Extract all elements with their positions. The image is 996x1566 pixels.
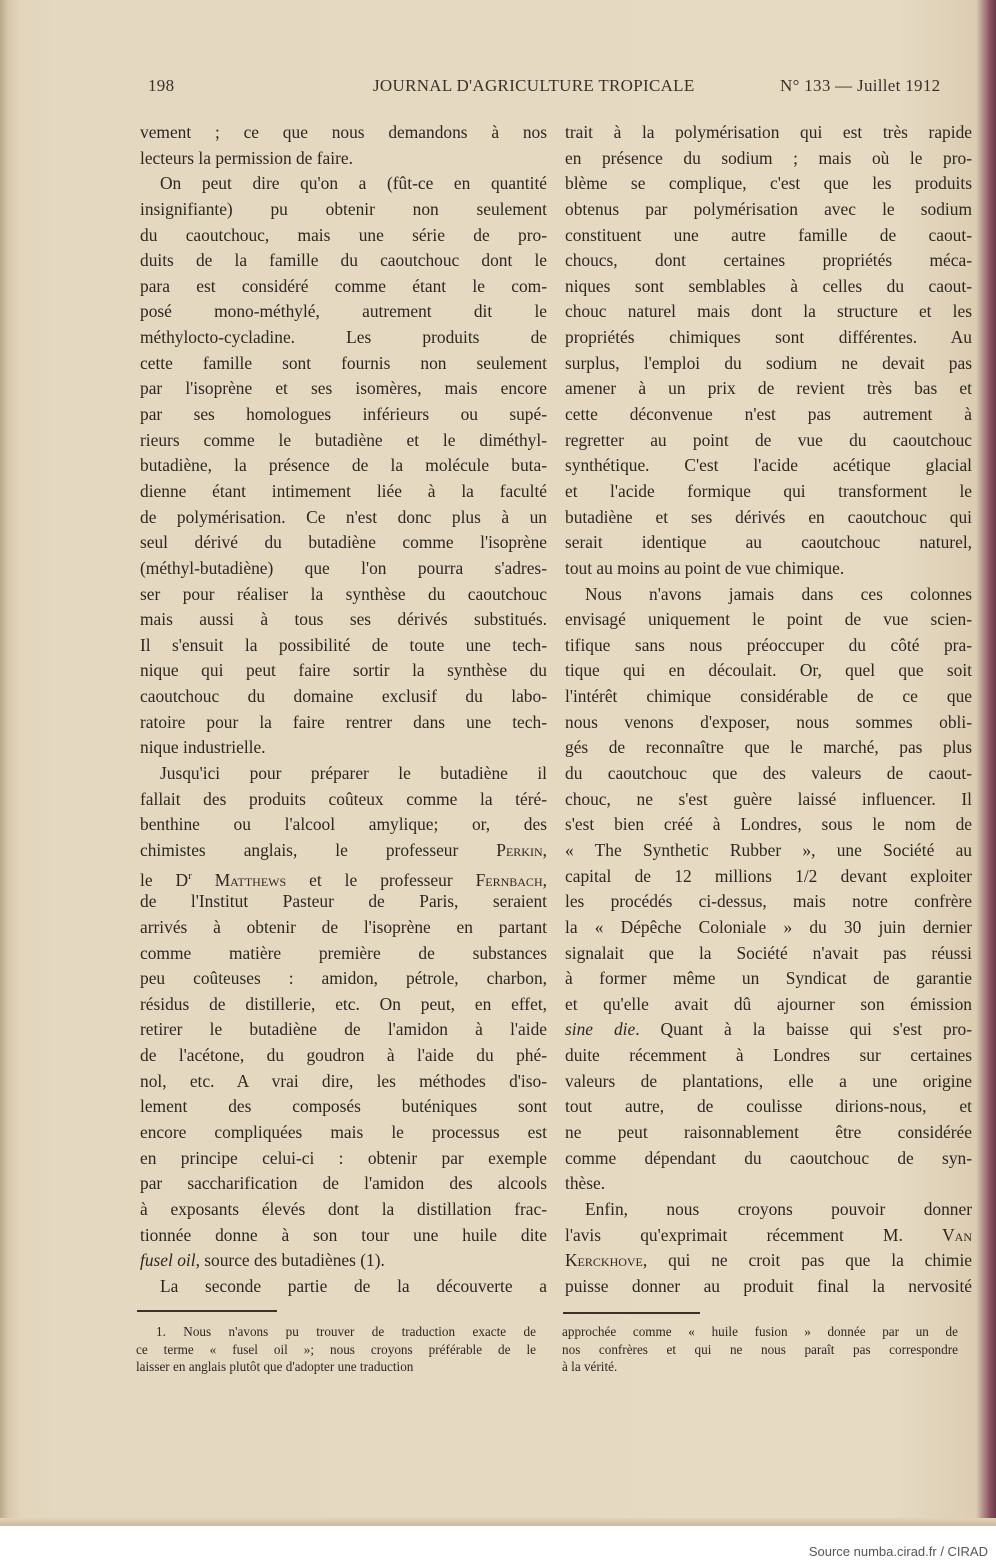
text-line: nique industrielle. (140, 737, 266, 758)
text-line (565, 1248, 972, 1274)
text-line: valeurs de plantations, elle a une origine (565, 1070, 972, 1091)
text-line: chouc, ne s'est guère laissé influencer. Il (565, 788, 972, 809)
paragraph (140, 120, 547, 171)
source-credit: Source numba.cirad.fr / CIRAD (808, 1544, 988, 1559)
text-line (140, 838, 547, 864)
footnote-right (562, 1323, 958, 1376)
text-line: « The Synthetic Rubber », une Société au (565, 839, 972, 860)
footnote-line: ce terme « fusel oil »; nous croyons préférable de le (136, 1341, 536, 1357)
text-line: lement des composés buténiques sont (140, 1096, 547, 1117)
text-run (192, 869, 215, 889)
page-edge (0, 1518, 996, 1526)
paragraph (140, 761, 547, 1274)
paragraph (565, 120, 972, 582)
text-line: du caoutchouc que des valeurs de caout- (565, 763, 972, 784)
text-line: trait à la polymérisation qui est très rapide (565, 122, 972, 142)
text-line: les procédés ci-dessus, mais notre confrère (565, 891, 972, 912)
text-line: para est considéré comme étant le com- (140, 275, 547, 296)
text-line: méthylocto-cycladine. Les produits de (140, 327, 547, 348)
text-line: blème se complique, c'est que les produits (565, 173, 972, 194)
text-run: , (542, 869, 547, 890)
text-line: envisagé uniquement le point de vue scien- (565, 609, 972, 630)
text-line (565, 1017, 972, 1043)
text-line: synthétique. C'est l'acide acétique glacial (565, 455, 972, 476)
text-run: et le professeur (286, 869, 476, 890)
text-run: Kerckhove (565, 1250, 643, 1271)
text-line: tionnée donne à son tour une huile dite (140, 1224, 547, 1245)
issue-info: N° 133 — Juillet 1912 (780, 76, 941, 95)
text-line: et l'acide formique qui transforment le (565, 480, 972, 501)
text-line: Il s'ensuit la possibilité de toute une tech- (140, 634, 547, 655)
text-line: obtenus par polymérisation avec le sodium (565, 198, 972, 219)
text-line: On peut dire qu'on a (fût-ce en quantité (160, 173, 547, 194)
text-line: peu coûteuses : amidon, pétrole, charbon, (140, 968, 547, 989)
text-run: , (542, 839, 547, 860)
text-line: résidus de distillerie, etc. On peut, en effet, (140, 993, 547, 1014)
text-line: (méthyl-butadiène) que l'on pourra s'adres- (140, 557, 547, 578)
text-line: nous venons d'exposer, nous sommes obli- (565, 711, 972, 732)
text-line: cette famille sont fournis non seulement (140, 352, 547, 373)
text-run: r (188, 869, 192, 882)
text-line: niques sont semblables à celles du caout- (565, 275, 972, 296)
footnote-line: nos confrères et qui ne nous paraît pas correspondre (562, 1341, 958, 1357)
text-line (140, 1248, 547, 1274)
text-line: posé mono-méthylé, autrement dit le (140, 301, 547, 322)
footnote-line: approchée comme « huile fusion » donnée par un de (562, 1324, 958, 1339)
text-line: constituent une autre famille de caout- (565, 224, 972, 245)
paragraph (565, 1197, 972, 1300)
text-line: capital de 12 millions 1/2 devant exploiter (565, 865, 972, 886)
text-line: du caoutchouc, mais une série de pro- (140, 224, 547, 245)
text-line: en principe celui-ci : obtenir par exemple (140, 1147, 547, 1168)
text-line: lecteurs la permission de faire. (140, 147, 353, 168)
text-line: surplus, l'emploi du sodium ne devait pas (565, 352, 972, 373)
paragraph (140, 171, 547, 761)
text-line: butadiène, la présence de la molécule buta- (140, 455, 547, 476)
footnote-line: 1. Nous n'avons pu trouver de traduction exacte de (156, 1324, 536, 1339)
text-line: ser pour réaliser la synthèse du caoutchouc (140, 583, 547, 604)
text-line: de polymérisation. Ce n'est donc plus à un (140, 506, 547, 527)
paragraph (140, 1274, 547, 1300)
text-line: retirer le butadiène de l'amidon à l'aide (140, 1019, 547, 1040)
text-line: tifique sans nous préoccuper du côté pra- (565, 634, 972, 655)
text-line: par l'isoprène et ses isomères, mais encore (140, 378, 547, 399)
text-line: duits de la famille du caoutchouc dont le (140, 250, 547, 271)
text-line: l'intérêt chimique considérable de ce que (565, 686, 972, 707)
text-line: arrivés à obtenir de l'isoprène en partant (140, 916, 547, 937)
text-run: Van (942, 1224, 972, 1245)
footnote-line: laisser en anglais plutôt que d'adopter une traduction (136, 1359, 414, 1374)
text-line: gés de reconnaître que le marché, pas plus (565, 737, 972, 758)
text-line: la « Dépêche Coloniale » du 30 juin dernier (565, 916, 972, 937)
text-line: comme dépendant du caoutchouc de syn- (565, 1147, 972, 1168)
footnote-line: à la vérité. (562, 1359, 618, 1374)
text-line: par ses homologues inférieurs ou supé- (140, 404, 547, 425)
text-line: dienne étant intimement liée à la faculté (140, 480, 547, 501)
text-line: fallait des produits coûteux comme la téré- (140, 788, 547, 809)
text-line: caoutchouc du domaine exclusif du labo- (140, 686, 547, 707)
text-line: puisse donner au produit final la nervosité (565, 1275, 972, 1296)
text-line: de l'Institut Pasteur de Paris, seraient (140, 891, 547, 912)
text-line: signalait que la Société n'avait pas réussi (565, 942, 972, 963)
text-line: cette déconvenue n'est pas autrement à (565, 404, 972, 425)
text-line: s'est bien créé à Londres, sous le nom de (565, 814, 972, 835)
text-run: Perkin (496, 839, 543, 860)
text-line: tout au moins au point de vue chimique. (565, 557, 845, 578)
text-column-right (565, 120, 972, 1299)
text-run: le D (140, 869, 189, 890)
text-line: tique qui en découlait. Or, quel que soit (565, 660, 972, 681)
footnote-rule (137, 1310, 277, 1312)
footnote-left (136, 1323, 536, 1376)
text-line: insignifiante) pu obtenir non seulement (140, 198, 547, 219)
text-run: , source des butadiènes (1). (195, 1250, 385, 1271)
text-line: rieurs comme le butadiène et le diméthyl- (140, 429, 547, 450)
text-line: amener à un prix de revient très bas et (565, 378, 972, 399)
text-line: La seconde partie de la découverte a (160, 1275, 547, 1296)
text-line: benthine ou l'alcool amylique; or, des (140, 814, 547, 835)
footnote-rule (563, 1312, 700, 1314)
text-line: vement ; ce que nous demandons à nos (140, 122, 547, 142)
text-run: chimistes anglais, le professeur (140, 839, 497, 860)
text-line: thèse. (565, 1173, 606, 1194)
text-line: choucs, dont certaines propriétés méca- (565, 250, 972, 271)
text-line: Enfin, nous croyons pouvoir donner (585, 1198, 972, 1219)
text-run: sine die (565, 1019, 636, 1040)
text-line: de l'acétone, du goudron à l'aide du phé- (140, 1045, 547, 1066)
paragraph (565, 582, 972, 1197)
text-line: à former même un Syndicat de garantie (565, 968, 972, 989)
text-line (565, 1223, 972, 1249)
text-line: Nous n'avons jamais dans ces colonnes (585, 583, 972, 604)
text-line: par saccharification de l'amidon des alcools (140, 1173, 547, 1194)
text-run: Fernbach (475, 869, 543, 890)
text-line: serait identique au caoutchouc naturel, (565, 532, 972, 553)
text-line: comme matière première de substances (140, 942, 547, 963)
text-line: mais aussi à tous ses dérivés substitués. (140, 609, 547, 630)
text-line: duite récemment à Londres sur certaines (565, 1045, 972, 1066)
text-line: encore compliquées mais le processus est (140, 1121, 547, 1142)
text-line: en présence du sodium ; mais où le pro- (565, 147, 972, 168)
text-run: l'avis qu'exprimait récemment M. (565, 1224, 943, 1245)
text-line: ratoire pour la faire rentrer dans une tech- (140, 711, 547, 732)
text-line: butadiène et ses dérivés en caoutchouc qui (565, 506, 972, 527)
text-column-left (140, 120, 547, 1299)
text-line: Jusqu'ici pour préparer le butadiène il (160, 763, 547, 784)
text-line: nol, etc. A vrai dire, les méthodes d'iso- (140, 1070, 547, 1091)
journal-title: JOURNAL D'AGRICULTURE TROPICALE (373, 76, 695, 95)
text-line: ne peut raisonnablement être considérée (565, 1121, 972, 1142)
text-run: , qui ne croit pas que la chimie (642, 1250, 972, 1271)
page-number: 198 (148, 76, 175, 95)
text-line: regretter au point de vue du caoutchouc (565, 429, 972, 450)
text-run: fusel oil (140, 1250, 196, 1271)
text-line: propriétés chimiques sont différentes. Au (565, 327, 972, 348)
text-run: . Quant à la baisse qui s'est pro- (635, 1019, 973, 1040)
text-line: chouc naturel mais dont la structure et les (565, 301, 972, 322)
text-run: Matthews (214, 869, 287, 890)
text-line: tout autre, de coulisse dirions-nous, et (565, 1096, 972, 1117)
text-line (140, 864, 547, 890)
text-line: et qu'elle avait dû ajourner son émission (565, 993, 972, 1014)
text-line: seul dérivé du butadiène comme l'isoprène (140, 532, 547, 553)
text-line: à exposants élevés dont la distillation frac- (140, 1198, 547, 1219)
text-line: nique qui peut faire sortir la synthèse du (140, 660, 547, 681)
